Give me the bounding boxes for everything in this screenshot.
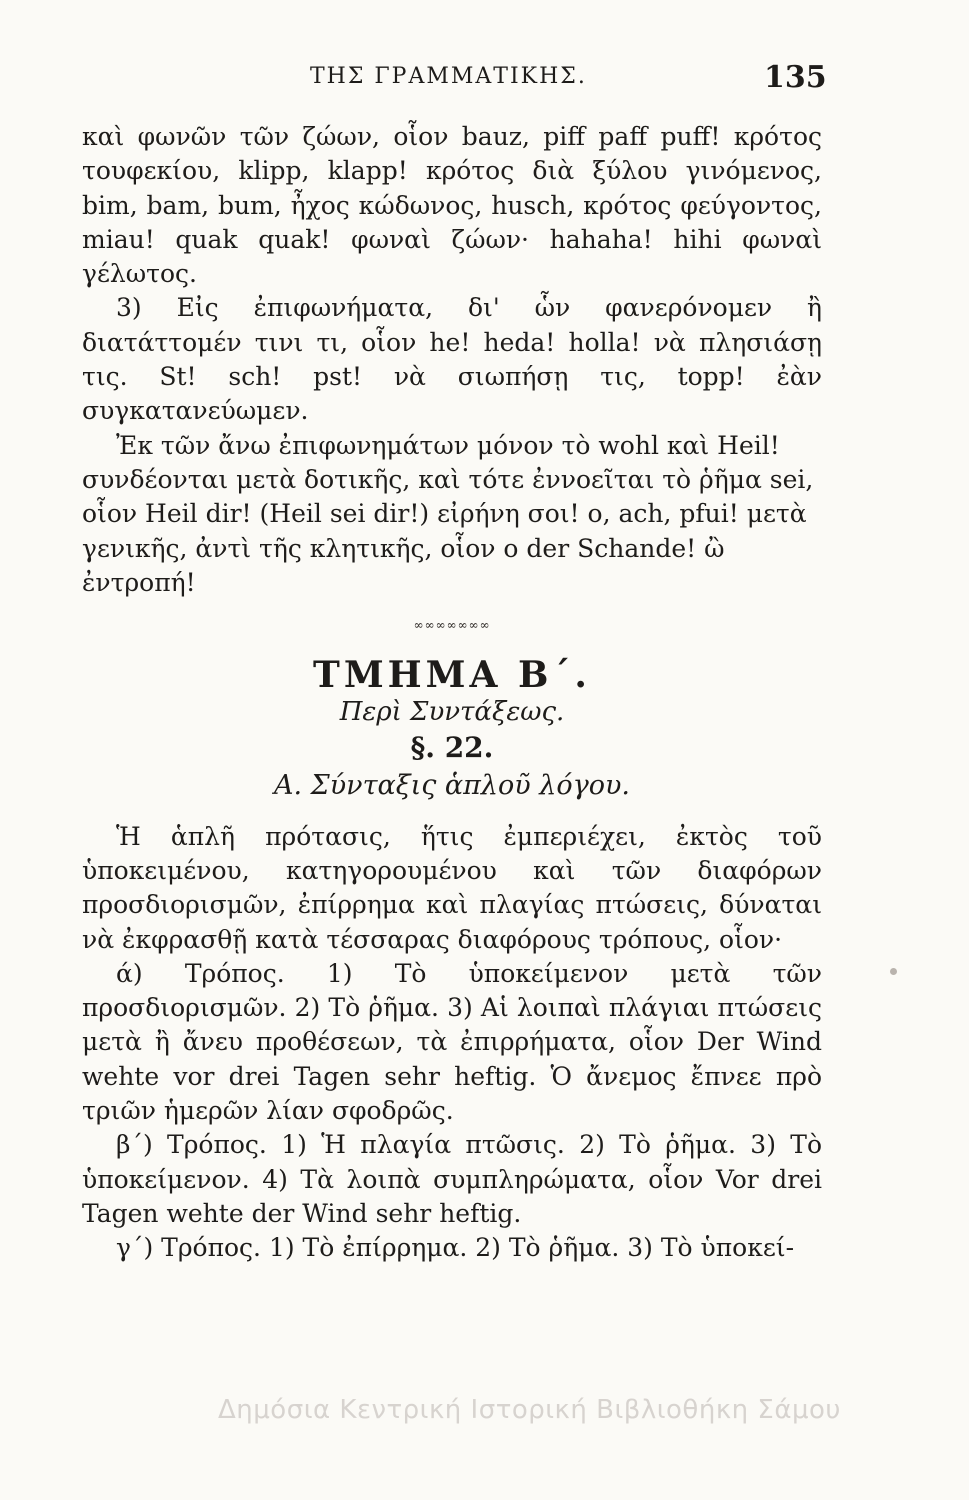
page-text	[82, 120, 822, 1266]
paragraph-animal-sounds: καὶ φωνῶν τῶν ζώων, οἷον bauz, piff paff puff! κρότος τουφεκίου, klipp, klapp! κρότος διὰ ξύλου γινόμενος, bim, bam, bum, ἦχος κώδωνος, husch, κρότος φεύγοντος, miau! quak quak! φωναὶ ζώων· hahaha! hihi φωναὶ γέλωτος.	[82, 122, 822, 289]
page-header	[0, 60, 969, 100]
ornament-divider: ∞∞∞∞∞∞∞	[413, 618, 491, 633]
paragraph-wohl-heil: Ἐκ τῶν ἄνω ἐπιφωνημάτων μόνον τὸ wohl καὶ Heil! συνδέονται μετὰ δοτικῆς, καὶ τότε ἐννοεῖται τὸ ῥῆμα sei, οἷον Heil dir! (Heil sei dir!) εἰρήνη σοι! o, ach, pfui! μετὰ γενικῆς, ἀντὶ τῆς κλητικῆς, οἷον o der Schande! ὢ ἐντροπή!	[82, 430, 814, 597]
paragraph-first-way: ά) Τρόπος. 1) Τὸ ὑποκείμενον μετὰ τῶν προσδιορισμῶν. 2) Τὸ ῥῆμα. 3) Αἱ λοιπαὶ πλάγιαι πτώσεις μετὰ ἢ ἄνευ προθέσεων, τὰ ἐπιρρήματα, οἷον Der Wind wehte vor drei Tagen sehr heftig. Ὁ ἄνεμος ἔπνεε πρὸ τριῶν ἡμερῶν λίαν σφοδρῶς.	[82, 958, 822, 1126]
paragraph-interjections: 3) Εἰς ἐπιφωνήματα, δι' ὧν φανερόνομεν ἢ διατάττομέν τινι τι, οἷον he! heda! holla! νὰ πλησιάσῃ τις. St! sch! pst! νὰ σιωπήσῃ τις, topp! ἐὰν συγκατανεύωμεν.	[82, 293, 822, 426]
paragraph-number: §. 22.	[410, 731, 494, 765]
paragraph-second-way: β΄) Τρόπος. 1) Ἡ πλαγία πτῶσις. 2) Τὸ ῥῆμα. 3) Τὸ ὑποκείμενον. 4) Τὰ λοιπὰ συμπληρώματα, οἷον Vor drei Tagen wehte der Wind sehr heftig.	[82, 1130, 822, 1228]
paragraph-third-way: γ΄) Τρόπος. 1) Τὸ ἐπίρρημα. 2) Τὸ ῥῆμα. 3) Τὸ ὑποκεί-	[116, 1233, 795, 1263]
section-title: ΤΜΗΜΑ Β΄.	[313, 654, 591, 697]
running-head: ΤΗΣ ΓΡΑΜΜΑΤΙΚΗΣ.	[310, 64, 587, 89]
paper-speck	[890, 968, 897, 975]
library-watermark: Δημόσια Κεντρική Ιστορική Βιβλιοθήκη Σάμου	[218, 1395, 841, 1425]
paragraph-simple-sentence: Ἡ ἁπλῆ πρότασις, ἥτις ἐμπεριέχει, ἐκτὸς τοῦ ὑποκειμένου, κατηγορουμένου καὶ τῶν διαφόρων προσδιορισμῶν, ἐπίρρημα καὶ πλαγίας πτώσεις, δύναται νὰ ἐκφρασθῇ κατὰ τέσσαρας διαφόρους τρόπους, οἷον·	[82, 821, 822, 954]
page-number: 135	[764, 60, 827, 95]
section-subtitle: Περὶ Συντάξεως.	[339, 696, 565, 727]
subheading: Α. Σύνταξις ἁπλοῦ λόγου.	[273, 770, 630, 802]
